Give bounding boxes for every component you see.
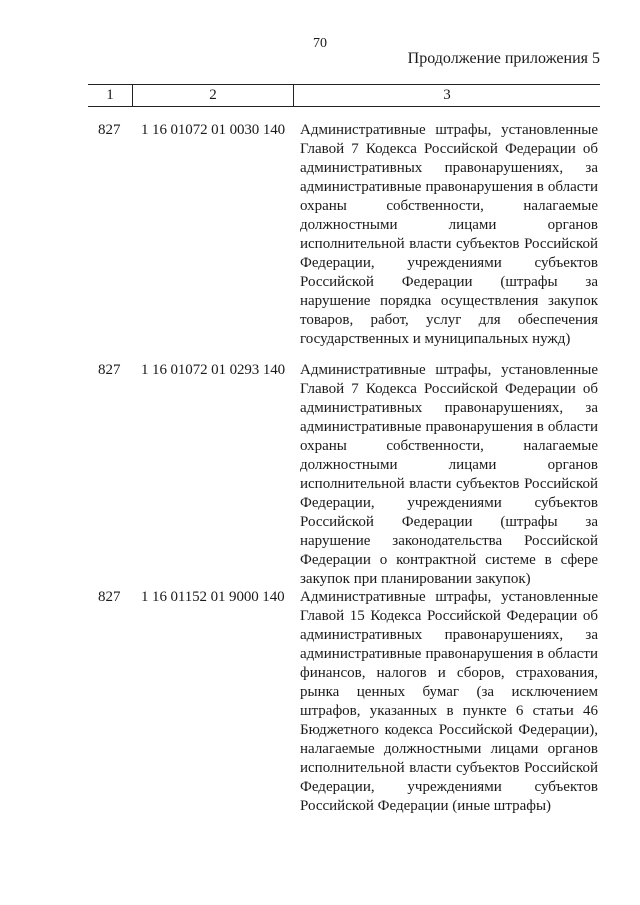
header-column-2: 2 bbox=[133, 85, 294, 106]
admin-code: 827 bbox=[98, 362, 121, 378]
kbk-code: 1 16 01072 01 0293 140 bbox=[141, 362, 286, 378]
admin-code: 827 bbox=[98, 589, 121, 605]
header-column-3: 3 bbox=[443, 87, 451, 103]
row-description: Административные штрафы, установленные Главой 15 Кодекса Российской Федерации об административных правонарушениях, за административные правонарушения в области финансов, налогов и сборов, страхования, рынка ценных бумаг (за исключением штрафов, указанных в пункте 6 статьи 46 Бюджетного кодекса Российской Федерации), налагаемые должностными лицами органов исполнительной власти субъектов Российской Федерации, учреждениями субъектов Российской Федерации (иные штрафы) bbox=[300, 589, 598, 814]
continuation-title: Продолжение приложения 5 bbox=[407, 50, 600, 67]
header-column-1: 1 bbox=[88, 85, 133, 106]
page-number: 70 bbox=[313, 36, 327, 51]
row-description: Административные штрафы, установленные Главой 7 Кодекса Российской Федерации об административных правонарушениях, за административные правонарушения в области охраны собственности, налагаемые должностными лицами органов исполнительной власти субъектов Российской Федерации, учреждениями субъектов Российской Федерации (штрафы за нарушение законодательства Российской Федерации о контрактной системе в сфере закупок при планировании закупок) bbox=[300, 362, 598, 587]
kbk-code: 1 16 01152 01 9000 140 bbox=[141, 589, 285, 605]
row-description: Административные штрафы, установленные Главой 7 Кодекса Российской Федерации об административных правонарушениях, за административные правонарушения в области охраны собственности, налагаемые должностными лицами органов исполнительной власти субъектов Российской Федерации, учреждениями субъектов Российской Федерации (штрафы за нарушение порядка осуществления закупок товаров, работ, услуг для обеспечения государственных и муниципальных нужд) bbox=[300, 122, 598, 347]
admin-code: 827 bbox=[98, 122, 121, 138]
table-header bbox=[88, 84, 600, 107]
kbk-code: 1 16 01072 01 0030 140 bbox=[141, 122, 286, 138]
